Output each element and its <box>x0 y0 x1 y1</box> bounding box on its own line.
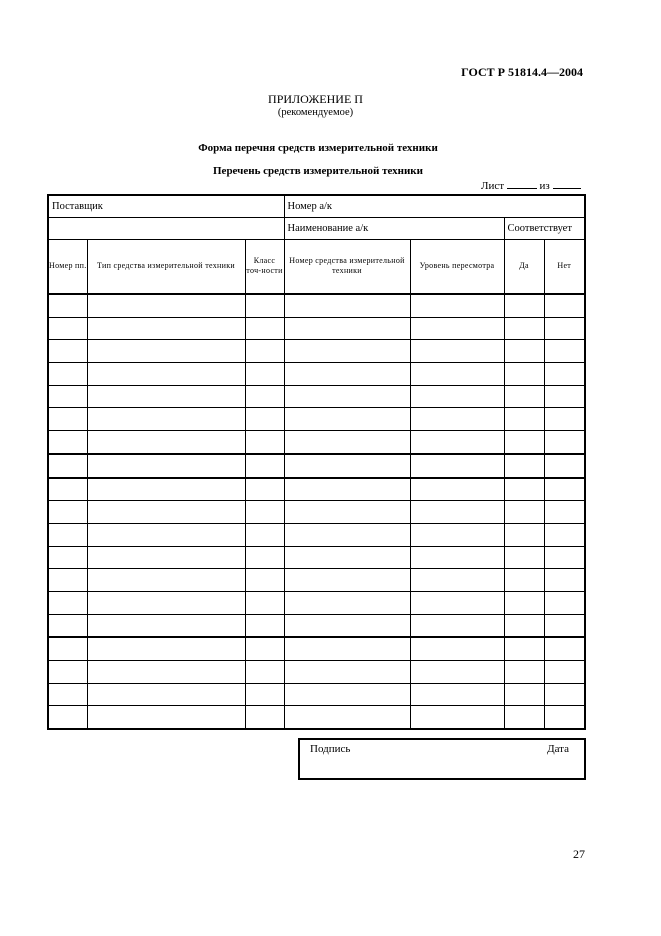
page-number: 27 <box>573 847 585 861</box>
table-cell[interactable] <box>87 478 245 501</box>
table-row <box>48 454 585 478</box>
table-cell[interactable] <box>245 408 284 431</box>
standard-number: ГОСТ Р 51814.4—2004 <box>461 65 583 79</box>
table-cell[interactable] <box>245 294 284 317</box>
appendix-heading <box>0 93 631 119</box>
table-cell[interactable] <box>544 614 585 637</box>
table-cell[interactable] <box>410 408 504 431</box>
table-row <box>48 501 585 524</box>
table-cell[interactable] <box>544 454 585 478</box>
table-cell[interactable] <box>504 478 544 501</box>
table-cell[interactable] <box>410 294 504 317</box>
table-row <box>48 614 585 637</box>
table-cell[interactable] <box>504 637 544 660</box>
table-cell[interactable] <box>48 706 87 729</box>
table-cell[interactable] <box>504 454 544 478</box>
table-cell[interactable] <box>410 478 504 501</box>
table-cell[interactable] <box>284 546 410 569</box>
table-cell[interactable] <box>48 637 87 660</box>
table-cell[interactable] <box>48 385 87 408</box>
table-cell[interactable] <box>544 683 585 706</box>
col-revision-header: Уровень пересмотра <box>410 239 504 294</box>
table-cell[interactable] <box>284 317 410 340</box>
table-cell[interactable] <box>87 614 245 637</box>
table-cell[interactable] <box>544 385 585 408</box>
table-cell[interactable] <box>504 569 544 592</box>
table-cell[interactable] <box>245 683 284 706</box>
table-cell[interactable] <box>544 706 585 729</box>
table-row <box>48 546 585 569</box>
table-cell[interactable] <box>48 363 87 386</box>
table-cell[interactable] <box>87 706 245 729</box>
table-cell[interactable] <box>410 385 504 408</box>
signature-label: Подпись <box>310 743 351 755</box>
form-title: Форма перечня средств измерительной техники <box>198 142 438 154</box>
table-cell[interactable] <box>87 340 245 363</box>
table-cell[interactable] <box>87 523 245 546</box>
table-cell[interactable] <box>284 523 410 546</box>
table-cell[interactable] <box>544 501 585 524</box>
table-cell[interactable] <box>284 591 410 614</box>
table-row <box>48 661 585 684</box>
ak-name-cell[interactable]: Наименование а/к <box>284 217 504 239</box>
table-cell[interactable] <box>48 408 87 431</box>
table-cell[interactable] <box>504 431 544 454</box>
table-cell[interactable] <box>410 614 504 637</box>
col-number-header: Номер пп. <box>48 239 87 294</box>
table-cell[interactable] <box>410 523 504 546</box>
table-row <box>48 385 585 408</box>
table-row <box>48 569 585 592</box>
table-row <box>48 294 585 317</box>
table-cell[interactable] <box>410 363 504 386</box>
table-cell[interactable] <box>284 661 410 684</box>
table-cell[interactable] <box>544 661 585 684</box>
table-cell[interactable] <box>245 637 284 660</box>
table-cell[interactable] <box>284 614 410 637</box>
table-cell[interactable] <box>87 661 245 684</box>
table-cell[interactable] <box>48 523 87 546</box>
table-cell[interactable] <box>48 431 87 454</box>
supplier-cell-cont[interactable] <box>48 217 284 239</box>
table-cell[interactable] <box>284 706 410 729</box>
table-cell[interactable] <box>544 317 585 340</box>
table-cell[interactable] <box>504 501 544 524</box>
table-cell[interactable] <box>245 340 284 363</box>
table-cell[interactable] <box>410 591 504 614</box>
table-cell[interactable] <box>284 683 410 706</box>
table-cell[interactable] <box>284 637 410 660</box>
table-cell[interactable] <box>87 569 245 592</box>
table-cell[interactable] <box>284 294 410 317</box>
table-cell[interactable] <box>48 546 87 569</box>
table-cell[interactable] <box>544 408 585 431</box>
table-cell[interactable] <box>504 385 544 408</box>
table-cell[interactable] <box>544 478 585 501</box>
table-cell[interactable] <box>544 431 585 454</box>
table-cell[interactable] <box>410 661 504 684</box>
table-cell[interactable] <box>544 569 585 592</box>
table-row <box>48 363 585 386</box>
table-cell[interactable] <box>284 454 410 478</box>
table-cell[interactable] <box>245 501 284 524</box>
table-cell[interactable] <box>48 501 87 524</box>
table-cell[interactable] <box>87 591 245 614</box>
table-cell[interactable] <box>544 363 585 386</box>
table-cell[interactable] <box>245 363 284 386</box>
table-row <box>48 317 585 340</box>
table-cell[interactable] <box>544 523 585 546</box>
sheet-number-blank[interactable] <box>507 178 537 189</box>
col-no-header: Нет <box>544 239 585 294</box>
col-type-header: Тип средства измерительной техники <box>87 239 245 294</box>
table-cell[interactable] <box>87 637 245 660</box>
table-cell[interactable] <box>48 294 87 317</box>
appendix-subtitle: (рекомендуемое) <box>277 107 354 118</box>
table-row <box>48 431 585 454</box>
table-cell[interactable] <box>410 683 504 706</box>
table-cell[interactable] <box>504 294 544 317</box>
table-cell[interactable] <box>504 706 544 729</box>
date-label: Дата <box>547 743 569 755</box>
table-cell[interactable] <box>87 294 245 317</box>
table-cell[interactable] <box>87 454 245 478</box>
table-cell[interactable] <box>48 478 87 501</box>
table-cell[interactable] <box>245 523 284 546</box>
table-cell[interactable] <box>48 661 87 684</box>
table-cell[interactable] <box>48 340 87 363</box>
table-cell[interactable] <box>48 454 87 478</box>
table-cell[interactable] <box>245 661 284 684</box>
table-cell[interactable] <box>410 546 504 569</box>
col-instrument-number-header: Номер средства измерительной техники <box>284 239 410 294</box>
table-cell[interactable] <box>410 317 504 340</box>
table-cell[interactable] <box>284 363 410 386</box>
table-cell[interactable] <box>504 546 544 569</box>
supplier-cell[interactable]: Поставщик <box>48 195 284 217</box>
table-cell[interactable] <box>284 340 410 363</box>
table-cell[interactable] <box>544 340 585 363</box>
table-cell[interactable] <box>245 317 284 340</box>
table-cell[interactable] <box>245 385 284 408</box>
complies-header: Соответствует <box>504 217 585 239</box>
list-title: Перечень средств измерительной техники <box>213 165 423 177</box>
table-cell[interactable] <box>87 385 245 408</box>
table-cell[interactable] <box>87 363 245 386</box>
table-row <box>48 340 585 363</box>
appendix-title: ПРИЛОЖЕНИЕ П <box>268 92 363 106</box>
table-cell[interactable] <box>87 408 245 431</box>
table-cell[interactable] <box>504 317 544 340</box>
table-cell[interactable] <box>245 591 284 614</box>
table-cell[interactable] <box>87 683 245 706</box>
table-row <box>48 408 585 431</box>
table-cell[interactable] <box>87 501 245 524</box>
table-cell[interactable] <box>87 317 245 340</box>
table-cell[interactable] <box>410 569 504 592</box>
table-cell[interactable] <box>284 478 410 501</box>
table-cell[interactable] <box>87 546 245 569</box>
table-row <box>48 523 585 546</box>
table-row <box>48 706 585 729</box>
table-cell[interactable] <box>544 637 585 660</box>
table-cell[interactable] <box>410 340 504 363</box>
col-yes-header: Да <box>504 239 544 294</box>
table-cell[interactable] <box>284 501 410 524</box>
instruments-table <box>47 194 586 730</box>
table-cell[interactable] <box>87 431 245 454</box>
table-cell[interactable] <box>284 408 410 431</box>
table-cell[interactable] <box>48 683 87 706</box>
signature-box[interactable] <box>298 738 586 780</box>
table-cell[interactable] <box>245 478 284 501</box>
table-cell[interactable] <box>410 454 504 478</box>
table-cell[interactable] <box>245 706 284 729</box>
table-cell[interactable] <box>48 591 87 614</box>
table-cell[interactable] <box>544 591 585 614</box>
table-row <box>48 478 585 501</box>
table-cell[interactable] <box>284 431 410 454</box>
sheet-total-blank[interactable] <box>553 178 581 189</box>
table-cell[interactable] <box>245 546 284 569</box>
table-cell[interactable] <box>504 363 544 386</box>
table-cell[interactable] <box>410 431 504 454</box>
sheet-label: Лист <box>481 180 505 192</box>
table-cell[interactable] <box>504 614 544 637</box>
table-cell[interactable] <box>245 431 284 454</box>
table-cell[interactable] <box>284 385 410 408</box>
table-cell[interactable] <box>245 614 284 637</box>
col-class-header: Класс точ-ности <box>245 239 284 294</box>
table-cell[interactable] <box>504 683 544 706</box>
table-cell[interactable] <box>48 614 87 637</box>
table-cell[interactable] <box>245 569 284 592</box>
table-cell[interactable] <box>410 637 504 660</box>
table-cell[interactable] <box>504 340 544 363</box>
ak-number-cell[interactable]: Номер а/к <box>284 195 585 217</box>
table-cell[interactable] <box>544 546 585 569</box>
table-cell[interactable] <box>48 569 87 592</box>
table-cell[interactable] <box>504 591 544 614</box>
table-cell[interactable] <box>504 523 544 546</box>
table-cell[interactable] <box>504 661 544 684</box>
table-row <box>48 591 585 614</box>
table-cell[interactable] <box>410 501 504 524</box>
table-cell[interactable] <box>284 569 410 592</box>
table-cell[interactable] <box>48 317 87 340</box>
table-row <box>48 683 585 706</box>
table-cell[interactable] <box>544 294 585 317</box>
sheet-of-label: из <box>539 180 550 192</box>
table-cell[interactable] <box>410 706 504 729</box>
sheet-counter <box>481 178 581 192</box>
table-cell[interactable] <box>504 408 544 431</box>
table-row <box>48 637 585 660</box>
table-cell[interactable] <box>245 454 284 478</box>
